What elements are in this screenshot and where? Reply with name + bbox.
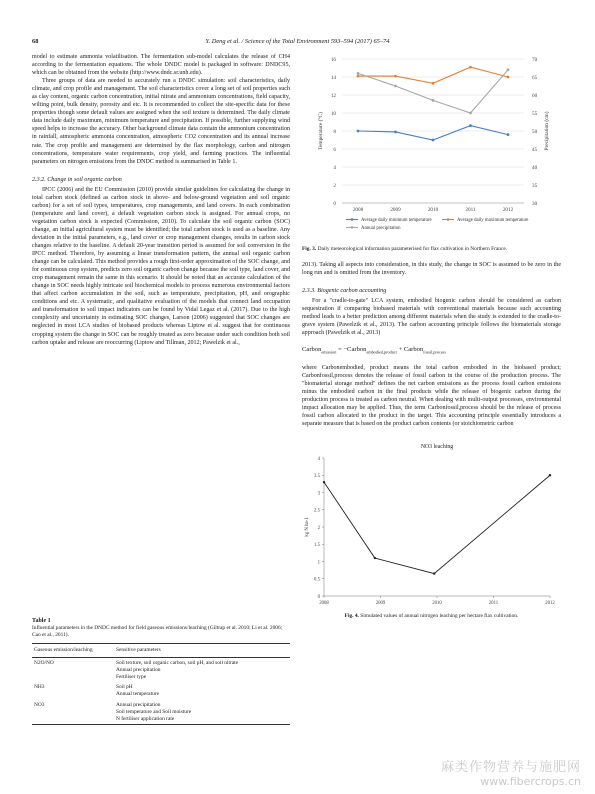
data-point [374, 557, 376, 559]
x-tick-label: 2010 [432, 601, 442, 607]
x-tick-label: 2009 [375, 601, 386, 607]
y-tick-label: 4 [317, 456, 320, 462]
y-tick-label: 3 [317, 491, 320, 497]
y-left-tick-label: 6 [333, 147, 336, 153]
figure-4 [302, 438, 561, 613]
param-line: Annual temperature [116, 691, 159, 698]
figure-4-label: Fig. 4. [344, 613, 359, 620]
data-point [432, 82, 435, 85]
intro-paragraph: model to estimate ammonia volatilisation. The fermentation sub-model calculates the release of CH4 according to the fermentation equations. The whole DNDC model is packaged in software: DNDC95, which can be obtained from the website (http://www.dndc.sr.unh.edu). [32, 54, 290, 77]
equation-term: = −Carbon [336, 346, 367, 354]
table-row [32, 700, 290, 725]
figure-3-caption-text: Daily meteorological information parameterised for flax cultivation in Northern France. [317, 246, 508, 252]
series-line [358, 126, 508, 140]
section-heading-biogenic-carbon: 2.3.3. Biogenic carbon accounting [302, 288, 387, 295]
y-tick-label: 2 [317, 525, 320, 531]
table-row [32, 682, 290, 700]
x-tick-label: 2008 [319, 601, 329, 607]
y-axis-label: kg N ha-1 [305, 517, 310, 537]
data-point [507, 76, 510, 79]
chart-title: NO3 leaching [420, 444, 454, 451]
equation-subscript: embodied,product [366, 349, 397, 355]
equation-term: Carbon [302, 346, 322, 354]
data-point [323, 481, 325, 483]
y-left-tick-label: 12 [330, 93, 336, 99]
table-cell-gas: N2O/NO [34, 660, 54, 666]
soil-carbon-paragraph: IPCC (2006) and the EU Commission (2010) provide similar guidelines for calculating the change in total carbon stock (defined as carbon stock in above- and below-ground vegetation and soil organic carbon) for a set of soil types, temperatures, crop managements, and land covers. In each combination (temperature and land cover), a default vegetation carbon stock is assigned. For annual crops, no vegetation carbon stock is expected (Commission, 2010). To calculate the soil organic carbon (SOC) change, an initial agricultural system must be identified; the total carbon stock is used as a baseline. Any deviation in the initial parameters, e.g., land cover or crop management changes, results in carbon stock changes relative to the baseline. A default 20-year transition period is assumed for soil conversion in the IPCC method. Therefore, by assuming a linear transformation pattern, the annual soil organic carbon change can be calculated. This method provides a rough first-order approximation of the SOC change, and for continuous crop system, predicts zero soil organic carbon change because the soil type, land cover, and crop management remain the same in this scenario. It should be noted that an accurate calculation of the change in SOC needs highly intricate soil biochemical models to process numerous environmental factors that affect carbon accumulation in the soil, such as temperature, precipitation, pH, and orographic conditions and etc. A systematic, and qualitative evaluation of the models that connect land occupation and transformation to soil impact indicators can be found by Vidal Legaz et al. (2017). Due to the high complexity and uncertainty in estimating SOC changes, Larson (2006) suggested that SOC changes are neglected in most LCA studies of biobased products whereas Liptow et al. suggest that for continuous cropping system the change in SOC can be roughly treated as zero because under such condition both soil carbon uptake and release are reoccurring (Liptow and Tillman, 2012; Pawelzik et al., [32, 186, 290, 346]
param-line: Soil temperature and Soil moisture [116, 708, 192, 715]
figure-3-caption [302, 246, 561, 253]
data-point [469, 112, 472, 115]
section-heading-soil-carbon: 2.3.2. Change in soil organic carbon [32, 176, 122, 183]
figure-3 [302, 53, 561, 246]
y-right-tick-label: 50 [532, 129, 538, 135]
page-number: 68 [32, 38, 39, 45]
running-head [32, 38, 563, 50]
legend-marker [351, 226, 354, 229]
data-point [357, 72, 360, 75]
data-point [507, 133, 510, 136]
data-point [432, 99, 435, 102]
journal-citation: Y. Deng et al. / Science of the Total Environment 593–594 (2017) 65–74 [205, 38, 390, 45]
y-tick-label: 1 [317, 560, 320, 566]
figure-3-label: Fig. 3. [302, 246, 317, 252]
y-left-tick-label: 8 [333, 129, 336, 135]
table-header-row [32, 644, 290, 658]
y-right-axis-label: Precipitation (cm) [544, 111, 550, 151]
data-point [469, 66, 472, 69]
table-cell-gas: NO3 [32, 700, 114, 725]
x-tick-label: 2011 [488, 601, 499, 607]
y-tick-label: 3.5 [314, 474, 320, 480]
y-left-tick-label: 4 [333, 165, 336, 171]
data-point [394, 131, 397, 134]
biogenic-carbon-paragraph: For a "cradle-to-gate" LCA system, embodied biogenic carbon should be considered as carbon sequestration if comparing biobased materials with conventional materials because such accounting method leads to a better prediction among different materials when the study is extended to the cradle-to-grave system (Pawelzik et al., 2013). The carbon accounting principle follows the biomaterials storage approach (Pawelzik et al., 2013) [302, 298, 561, 337]
y-right-tick-label: 45 [532, 147, 538, 153]
data-point [433, 572, 435, 574]
x-tick-label: 2008 [352, 207, 364, 213]
y-tick-label: 0 [317, 594, 320, 600]
table-label: Table 1 [32, 618, 51, 624]
data-point [394, 75, 397, 78]
y-left-tick-label: 0 [333, 201, 336, 207]
data-point [357, 130, 360, 133]
table-caption: Influential parameters in the DNDC method for field gaseous emissions/leaching (Giltrap et al. 2010; Li et al. 2006; Cao et al., 2011). [32, 625, 283, 638]
data-point [394, 85, 397, 88]
figure-4-caption [302, 613, 561, 620]
param-line: Fertiliser type [116, 673, 147, 680]
equation-explanation-paragraph: where Carbonembodied, product means the total carbon embodied in the biobased product; Carbonfossil,process denotes the release of fossil carbon in the course of the production process. The "biomaterial storage method" defines the net carbon emissions as the process fossil carbon emissions minus the embodied carbon in the final products while the release of biogenic carbon during the production process is treated as carbon neutral. When dealing with multi-output processes, environmental impact allocation may be applied. Thus, the term Carbonfossil,process should be the release of process fossil carbon allocated to the product in the target. This accounting principle essentially introduces a separate measure that is based on the product carbon contents (or stoichiometric carbon [302, 364, 561, 427]
table-header-cell: Gaseous emission/leaching [32, 644, 114, 658]
data-requirements-paragraph: Three groups of data are needed to accurately run a DNDC simulation: soil characteristics, daily climate, and crop profile and management. The soil characteristics cover a long set of soil properties such as clay content, organic carbon concentration, initial nitrate and ammonium concentrations, field capacity, wilting point, bulk density, porosity and etc. It is recommended to collect the site-specific data for these properties though some default values are assigned when the soil texture is determined. The daily climate data include daily maximum, minimum temperature and precipitation. If possible, further supplying wind speed helps to increase the accuracy. Other background climate data contain the ammonium concentration in rainfall, atmospheric ammonia concentration, atmospheric CO2 concentration and its annual increase rate. The crop profile and management are determined by the flax morphology, carbon and nitrogen concentrations, temperature water requirements, crop yield, and farming practices. The influential parameters on nitrogen emissions from the DNDC method is summarised in Table 1. [32, 78, 290, 165]
data-point [469, 124, 472, 127]
equation-subscript: fossil,process [423, 349, 446, 355]
legend-label: Annual precipitation [361, 226, 401, 231]
parameters-table [32, 643, 290, 725]
equation-term: + Carbon [396, 346, 424, 354]
data-point [357, 75, 360, 78]
legend-marker [351, 218, 354, 221]
table-cell-params [114, 658, 290, 683]
x-tick-label: 2011 [465, 207, 476, 213]
watermark [441, 756, 581, 788]
left-column [32, 53, 290, 347]
data-point [432, 139, 435, 142]
figure-4-caption-text: Simulated values of annual nitrogen leaching per hectare flax cultivation. [360, 613, 519, 620]
legend-label: Average daily minimum temperature [361, 218, 432, 223]
y-left-tick-label: 10 [330, 111, 336, 117]
y-right-tick-label: 65 [532, 75, 538, 81]
table-cell-params [114, 700, 290, 725]
y-right-tick-label: 70 [532, 57, 538, 63]
y-right-tick-label: 35 [532, 183, 538, 189]
y-left-tick-label: 14 [330, 75, 336, 81]
right-column [302, 53, 561, 620]
y-tick-label: 0.5 [314, 577, 320, 583]
param-line: Annual precipitation [116, 666, 161, 673]
y-right-tick-label: 30 [532, 201, 538, 207]
param-line: Annual precipitation [116, 701, 161, 708]
x-tick-label: 2009 [390, 207, 401, 213]
series-line [324, 475, 550, 573]
y-tick-label: 2.5 [314, 508, 320, 514]
data-point [549, 474, 551, 476]
y-right-tick-label: 60 [532, 93, 538, 99]
y-left-axis-label: Temperature (°C) [318, 112, 324, 150]
x-tick-label: 2012 [502, 207, 514, 213]
table-row [32, 658, 290, 683]
y-right-tick-label: 55 [532, 111, 538, 117]
param-line: N fertiliser application rate [116, 715, 175, 722]
data-point [507, 68, 510, 71]
table-header-cell: Sensitive parameters [114, 644, 290, 658]
legend-label: Average daily maximum temperature [457, 218, 529, 223]
param-line: Soil texture, soil organic carbon, soil pH, and soil nitrate [116, 660, 239, 666]
y-left-tick-label: 2 [333, 183, 336, 189]
watermark-title: 麻类作物营养与施肥网 [440, 760, 581, 775]
x-tick-label: 2010 [427, 207, 439, 213]
table-cell-params [114, 682, 290, 700]
table-1 [32, 618, 290, 725]
nitrate-leaching-chart [302, 438, 561, 608]
x-tick-label: 2012 [545, 601, 555, 607]
table-cell-gas: NH3 [34, 684, 45, 691]
weather-chart [302, 53, 561, 241]
y-right-tick-label: 40 [532, 165, 538, 171]
carbon-equation [302, 346, 561, 354]
equation-subscript: emission [321, 349, 337, 355]
y-tick-label: 1.5 [314, 543, 320, 549]
param-line: Soil pH [116, 684, 133, 691]
legend-marker [447, 218, 450, 221]
y-left-tick-label: 16 [330, 57, 336, 63]
continuation-paragraph: 2013). Taking all aspects into consideration, in this study, the change in SOC is assumed to be zero in the long run and is omitted from the inventory. [302, 262, 561, 277]
watermark-url: www.fibercrops.cn [480, 775, 581, 788]
